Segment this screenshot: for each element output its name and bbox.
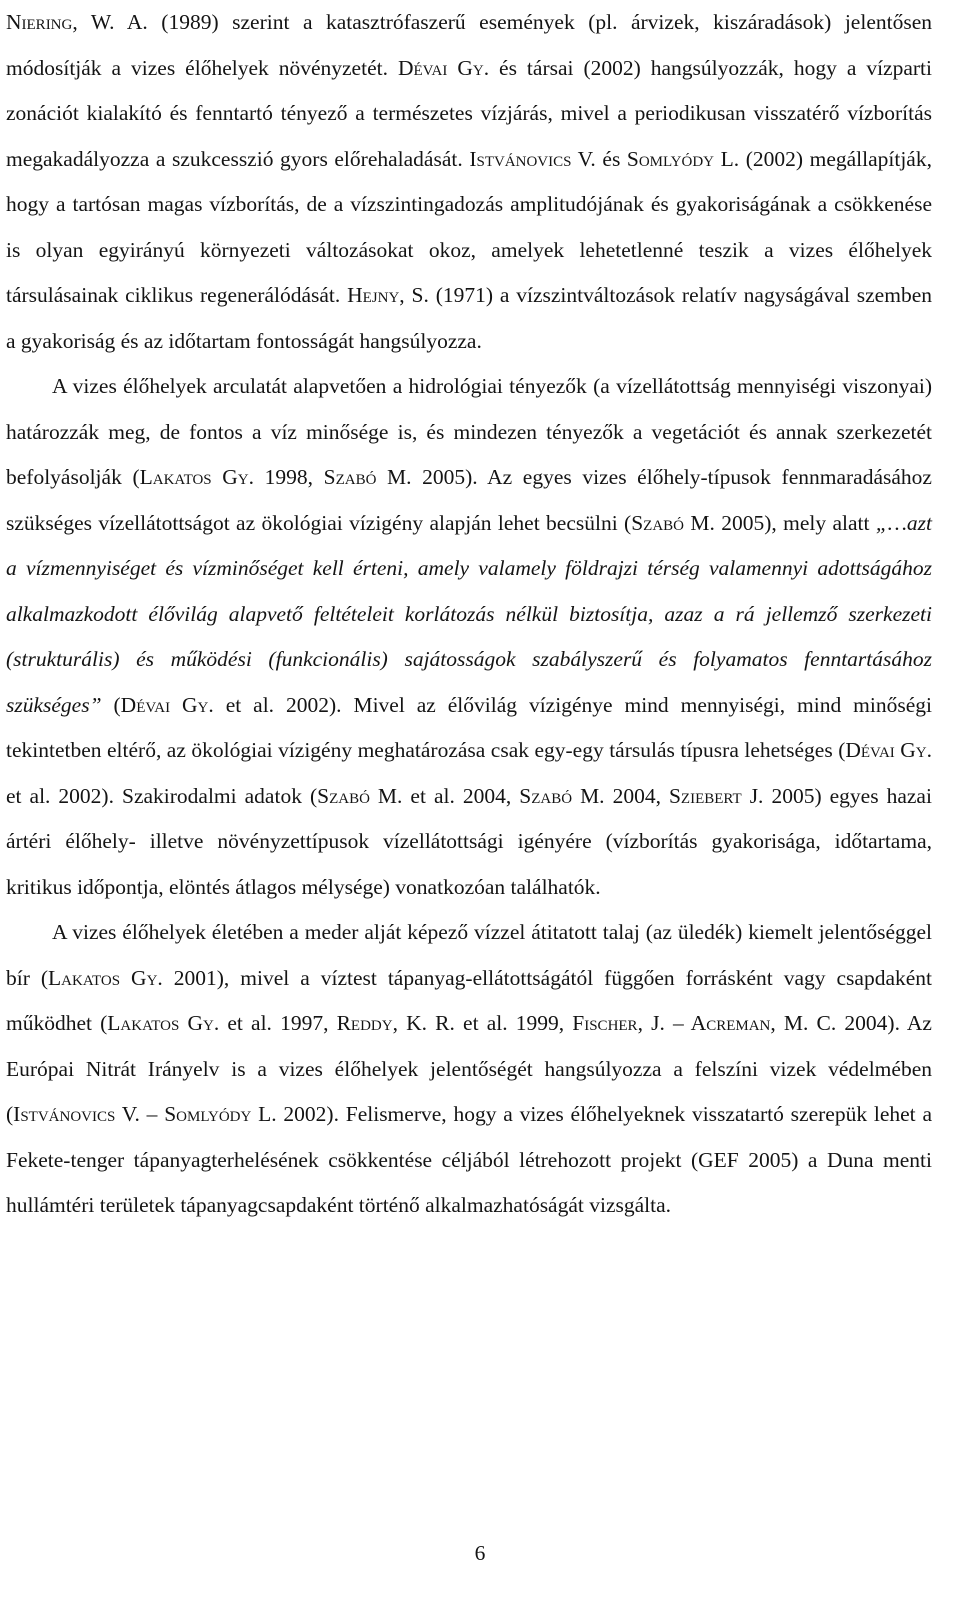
citation-author: Reddy, K. R. (336, 1011, 455, 1035)
quotation: „…azt a vízmennyiséget és vízminőséget kell érteni, amely valamely földrajzi térség valamennyi adottságához alkalmazkodott élővilág alapvető feltételeit korlátozás nélkül biztosítja, azaz a rá jellemző szerkezeti (strukturális) és működési (funkcionális) sajátosságok szabályszerű és folyamatos fenntartásához szükséges” (6, 510, 932, 717)
text-run: et al. 1999, (454, 1011, 573, 1035)
text-run: 1998, (254, 465, 324, 489)
text-run: 2001), mivel a víztest tápanyag-ellátottságától függően forrásként vagy csapdaként működhet ( (6, 965, 933, 1035)
text-run: 2005), mely alatt (714, 510, 876, 535)
citation-author: Fischer, J. – Acreman, M. C. (572, 1011, 837, 1035)
citation-author: Szabó M. (519, 783, 605, 808)
text-run: et al. 2004, (402, 783, 520, 808)
paragraph (6, 0, 932, 364)
citation-author: Dévai Gy. (120, 692, 214, 717)
text-run: et al. 1997, (219, 1011, 337, 1035)
citation-author: Lakatos Gy. (107, 1011, 220, 1035)
text-run: (1971) a vízszintváltozások relatív nagyságával szemben a gyakoriság és az időtartam fontosságát hangsúlyozza. (6, 283, 932, 353)
text-run: 2005) egyes hazai ártéri élőhely- illetve növényzettípusok vízellátottsági igényére (vízborítás gyakorisága, időtartama, kritikus időpontja, elöntés átlagos mélysége) vonatkozóan találhatók. (6, 783, 932, 899)
citation-author: Sziebert J. (668, 783, 764, 808)
citation-author: Szabó M. (631, 510, 715, 535)
paragraph (6, 364, 932, 910)
text-run: 2005). Az egyes vizes élőhely-típusok fennmaradásához szükséges vízellátottságot az ökológiai vízigény alapján lehet becsülni ( (6, 465, 932, 535)
citation-author: Lakatos Gy. (139, 465, 254, 489)
citation-author: Dévai Gy. (397, 55, 490, 80)
text-run: (2002) megállapítják, hogy a tartósan magas vízborítás, de a vízszintingadozás amplitudójának és gyakoriságának a csökkenése is olyan egyirányú környezeti változásokat okoz, amelyek lehetetlenné teszik a vizes élőhelyek társulásainak ciklikus regenerálódását. (6, 146, 932, 307)
text-run: et al. 2002). Mivel az élővilág vízigénye mind mennyiségi, mind minőségi tekintetben eltérő, az ökológiai vízigény meghatározása csak egy-egy társulás típusra lehetséges ( (6, 692, 933, 762)
text-run: 2004, (604, 783, 669, 808)
citation-author: Hejny, S. (347, 283, 429, 307)
citation-author: Istvánovics V. (469, 146, 596, 171)
text-run: et al. 2002). Szakirodalmi adatok ( (6, 783, 318, 808)
citation-author: Szabó M. (323, 465, 412, 489)
text-run: (1989) szerint a katasztrófaszerű események (pl. árvizek, kiszáradások) jelentősen módosítják a vizes élőhelyek növényzetét. (6, 10, 933, 80)
citation-author: Szabó M. (317, 783, 403, 808)
citation-author: Istvánovics V. – Somlyódy L. (13, 1102, 277, 1126)
text-run: és (595, 146, 627, 171)
citation-author: Lakatos Gy. (48, 965, 163, 990)
text-run: ( (101, 692, 121, 717)
document-body (6, 0, 932, 1229)
citation-author: Dévai Gy. (845, 738, 932, 762)
text-run: 2002). Felismerve, hogy a vizes élőhelyeknek visszatartó szerepük lehet a Fekete-tenger tápanyagterhelésének csökkentése céljából létrehozott projekt (GEF 2005) a Duna menti hullámtéri területek tápanyagcsapdaként történő alkalmazhatóságát vizsgálta. (6, 1102, 932, 1217)
citation-author: Niering, W. A. (6, 10, 148, 34)
citation-author: Somlyódy L. (626, 146, 740, 171)
page-number: 6 (474, 1541, 486, 1565)
text-run: 2004). Az Európai Nitrát Irányelv is a vizes élőhelyek jelentőségét hangsúlyozza a felszíni vizek védelmében ( (6, 1011, 932, 1126)
text-run: A vizes élőhelyek arculatát alapvetően a hidrológiai tényezők (a vízellátottság mennyiségi viszonyai) határozzák meg, de fontos a víz minősége is, és mindezen tényezők a vegetációt és annak szerkezetét befolyásolják ( (6, 374, 932, 489)
text-run: és társai (2002) hangsúlyozzák, hogy a vízparti zonációt kialakító és fenntartó tényező a természetes vízjárás, mivel a periodikusan visszatérő vízborítás megakadályozza a szukcesszió gyors előrehaladását. (6, 55, 932, 171)
paragraph (6, 910, 932, 1229)
text-run: A vizes élőhelyek életében a meder alját képező vízzel átitatott talaj (az üledék) kiemelt jelentőséggel bír ( (6, 920, 932, 990)
